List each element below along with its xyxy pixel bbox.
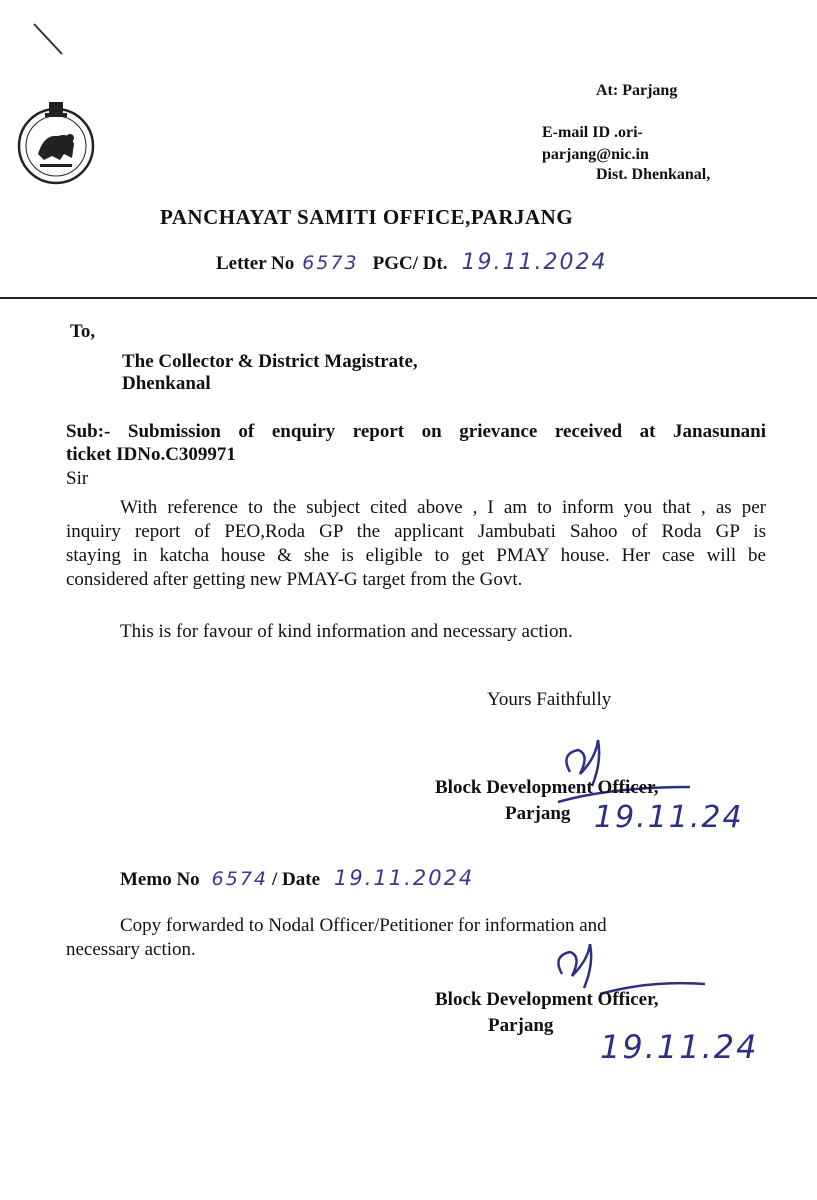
scratch-mark	[32, 20, 72, 60]
header-email-line2: parjang@nic.in	[542, 146, 649, 163]
memo-label: Memo No	[120, 869, 200, 890]
odisha-emblem-icon	[14, 98, 98, 186]
body-para2: This is for favour of kind information and necessary action.	[120, 621, 573, 642]
memo-date: 19.11.2024	[334, 866, 475, 890]
closing: Yours Faithfully	[487, 689, 612, 710]
header-divider	[0, 297, 817, 299]
memo-date-label: / Date	[272, 869, 321, 890]
subject-line1: Sub:- Submission of enquiry report on grievance received at Janasunani	[66, 421, 766, 442]
subject-line2: ticket IDNo.C309971	[66, 444, 236, 465]
letter-number: 6573	[302, 252, 359, 274]
address-line2: Dhenkanal	[122, 373, 211, 394]
header-email-line1: E-mail ID .ori-	[542, 124, 643, 141]
signature-1-date: 19.11.24	[594, 800, 744, 835]
memo-line	[120, 866, 474, 891]
to-label: To,	[70, 321, 96, 342]
signature-1-title: Block Development Officer,	[435, 777, 659, 798]
header-district: Dist. Dhenkanal,	[596, 166, 711, 183]
body-para1-line3: staying in katcha house & she is eligible to get PMAY house. Her case will be	[66, 545, 766, 566]
letter-number-line	[216, 250, 608, 275]
body-para1-line2: inquiry report of PEO,Roda GP the applicant Jambubati Sahoo of Roda GP is	[66, 521, 766, 542]
office-title: PANCHAYAT SAMITI OFFICE,PARJANG	[160, 205, 574, 229]
pgc-label: PGC/ Dt.	[372, 253, 448, 274]
body-para1-line4: considered after getting new PMAY-G target from the Govt.	[66, 569, 523, 590]
copy-line1: Copy forwarded to Nodal Officer/Petitioner for information and	[120, 915, 607, 936]
salutation: Sir	[66, 468, 89, 489]
copy-line2: necessary action.	[66, 939, 196, 960]
letter-date: 19.11.2024	[461, 250, 608, 275]
signature-2-place: Parjang	[488, 1015, 554, 1036]
header-at: At: Parjang	[596, 82, 678, 99]
signature-2-title: Block Development Officer,	[435, 989, 659, 1010]
body-para1-line1: With reference to the subject cited above , I am to inform you that , as per	[120, 497, 766, 518]
signature-2-date: 19.11.24	[600, 1028, 759, 1066]
memo-number: 6574	[211, 868, 269, 890]
signature-1-place: Parjang	[505, 803, 571, 824]
letter-label: Letter No	[216, 253, 295, 274]
address-line1: The Collector & District Magistrate,	[122, 351, 418, 372]
